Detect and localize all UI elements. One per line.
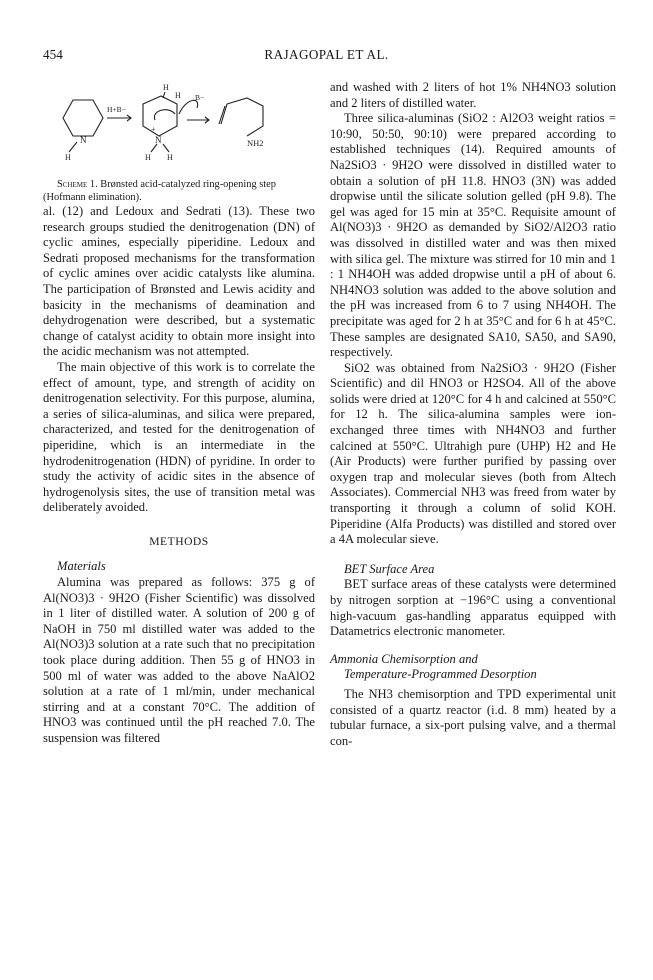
right-paragraph-2: Three silica-aluminas (SiO2 : Al2O3 weight ratios = 10:90, 50:50, 90:10) were prepared according to established techniques (14). Required amounts of Na2SiO3 · 9H2O were dissolved in distilled water to obtain a solution of pH 11.8. HNO3 (3N) was added dropwise until the silicate solution gelled (pH 9.8). The gel was aged for 15 min at 35°C. Requisite amount of Al(NO3)3 · 9H2O as demanded by SiO2/Al2O3 ratio was dissolved in distilled water and was then mixed with silica gel. The mixture was stirred for 10 min and 1 : 1 NH4OH was added dropwise until a pH of about 6. NH4NO3 solution was added to the above solution and the pH was increased from 6 to 7 using NH4OH. The precipitate was aged for 2 h at 35°C and for 6 h at 45°C. These samples are designated SA10, SA50, and SA90, respectively. bbox=[330, 111, 616, 360]
chain-pentenylamine bbox=[227, 98, 263, 136]
label-plus: + bbox=[151, 125, 156, 134]
methods-heading: METHODS bbox=[149, 534, 209, 548]
left-paragraph-2: The main objective of this work is to correlate the effect of amount, type, and strength of acidity on denitrogenation selectivity. For this purpose, alumina, a series of silica-aluminas, and silica were prepared, characterized, and tested for the denitrogenation of piperidine, which is an intermediate in the hydrodenitrogenation (HDN) of pyridine. In order to study the activity of acidic sites in the absence of hydrogenolysis sites, the use of transition metal was deliberately avoided. bbox=[43, 359, 315, 515]
ammonia-heading-line-2: Temperature-Programmed Desorption bbox=[344, 667, 537, 682]
scheme-caption bbox=[43, 178, 315, 204]
label-h-top: H bbox=[163, 83, 169, 92]
ring-piperidine bbox=[63, 100, 103, 136]
right-column bbox=[330, 80, 616, 749]
left-column bbox=[43, 80, 315, 747]
right-paragraph-1: and washed with 2 liters of hot 1% NH4NO3 solution and 2 liters of distilled water. bbox=[330, 80, 616, 110]
reaction-scheme bbox=[43, 80, 315, 178]
label-nh2: NH2 bbox=[247, 138, 264, 148]
running-head: RAJAGOPAL ET AL. bbox=[264, 47, 389, 62]
materials-heading: Materials bbox=[57, 559, 106, 574]
label-h-mid-top: H bbox=[175, 91, 181, 100]
label-n-mid: N bbox=[155, 135, 162, 145]
right-paragraph-4: BET surface areas of these catalysts were determined by nitrogen sorption at −196°C using a conventional high-vacuum gas-handling apparatus equipped with Datametrics electronic manometer. bbox=[330, 577, 616, 639]
reaction-scheme-drawing bbox=[51, 80, 311, 178]
label-h-mid-b: H bbox=[167, 153, 173, 162]
left-paragraph-1: al. (12) and Ledoux and Sedrati (13). These two research groups studied the denitrogenation (DN) of cyclic amines, especially piperidine. Ledoux and Sedrati proposed mechanisms for the transformation of cyclic amines over acidic catalysts like alumina. The participation of Brønsted and Lewis acidity and basicity in the mechanisms of deamination and dehydrogenation were described, but a systematic change of catalyst acidity to obtain more insight into the acidic mechanism was not attempted. bbox=[43, 204, 315, 359]
ammonia-heading-line-1: Ammonia Chemisorption and bbox=[330, 651, 478, 666]
right-paragraph-5: The NH3 chemisorption and TPD experimental unit consisted of a quartz reactor (i.d. 8 mm) heated by a tubular furnace, a six-port pulsing valve, and a thermal con- bbox=[330, 686, 616, 748]
scheme-caption-text: Brønsted acid-catalyzed ring-opening step (Hofmann elimination). bbox=[43, 179, 276, 203]
scheme-caption-prefix: Scheme 1. bbox=[57, 179, 98, 190]
page-header bbox=[43, 47, 610, 65]
label-h-plus-b: H+B− bbox=[107, 105, 126, 114]
label-h-left: H bbox=[65, 153, 71, 162]
ammonia-heading bbox=[330, 652, 616, 683]
page-number: 454 bbox=[43, 47, 63, 62]
bet-heading: BET Surface Area bbox=[344, 561, 435, 576]
label-n-left: N bbox=[80, 135, 87, 145]
label-b-minus: B− bbox=[195, 93, 205, 102]
right-paragraph-3: SiO2 was obtained from Na2SiO3 · 9H2O (Fisher Scientific) and dil HNO3 or H2SO4. All of the above solids were dried at 120°C for 4 h and calcined at 550°C for 12 h. The silica-alumina samples were ion-exchanged three times with NH4NO3 and further calcined at 550°C. Ultrahigh pure (UHP) H2 and He (Air Products) were further purified by passing over oxygen trap and molecular sieves (both from Altech Associates). Commercial NH3 was freed from water by transporting it through a column of solid KOH. Piperidine (Alfa Products) was distilled and stored over a 4A molecular sieve. bbox=[330, 360, 616, 547]
label-h-mid-a: H bbox=[145, 153, 151, 162]
left-paragraph-3: Alumina was prepared as follows: 375 g of Al(NO3)3 · 9H2O (Fisher Scientific) was dissolved in 1 liter of distilled water. A solution of 200 g of NaOH in 750 ml distilled water was added to the Al(NO3)3 solution at a rate such that no precipitation took place during addition. Then 55 g of HNO3 in 500 ml of water was added to the above NaAlO2 solution at a rate of 1 ml/min, under mechanical stirring and at a constant 70°C. The addition of HNO3 was continued until the pH reached 7.0. The suspension was filtered bbox=[43, 575, 315, 745]
section-gap bbox=[330, 548, 616, 562]
ring-protonated bbox=[143, 96, 177, 136]
